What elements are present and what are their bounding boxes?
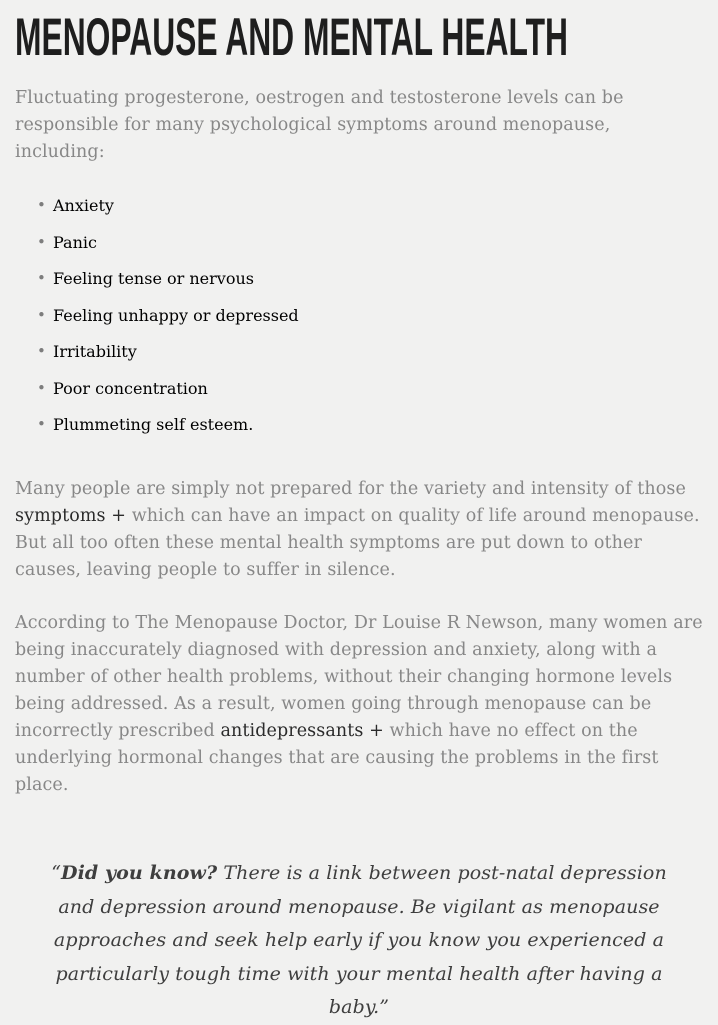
- paragraph-text: which have no effect on the underlying hormonal changes that are causing the problems in the first place.: [15, 721, 659, 796]
- symptom-list: [15, 192, 703, 438]
- paragraph-text: which can have an impact on quality of life around menopause. But all too often these mental health symptoms are put down to other causes, leaving people to suffer in silence.: [15, 506, 700, 581]
- did-you-know-quote: [15, 857, 703, 1025]
- quote-lead: Did you know?: [61, 862, 218, 885]
- doctor-paragraph: [15, 610, 703, 799]
- page-title: MENOPAUSE AND MENTAL HEALTH: [15, 8, 568, 67]
- symptoms-glossary-link[interactable]: symptoms +: [15, 506, 127, 527]
- symptoms-paragraph: [15, 476, 703, 584]
- list-item: • Panic: [37, 229, 703, 256]
- list-item: • Feeling tense or nervous: [37, 265, 703, 292]
- intro-paragraph: Fluctuating progesterone, oestrogen and testosterone levels can be responsible for many psychological symptoms around menopause, including:: [15, 88, 624, 163]
- list-item: • Plummeting self esteem.: [37, 411, 703, 438]
- list-item: • Anxiety: [37, 192, 703, 219]
- paragraph-text: According to The Menopause Doctor, Dr Louise R Newson, many women are being inaccurately diagnosed with depression and anxiety, along with a number of other health problems, without their changing hormone levels being addressed. As a result, women going through menopause can be incorrectly prescribed: [15, 613, 703, 742]
- paragraph-text: Many people are simply not prepared for the variety and intensity of those: [15, 479, 686, 500]
- list-item: • Poor concentration: [37, 375, 703, 402]
- list-item: • Irritability: [37, 338, 703, 365]
- quote-text: There is a link between post-natal depression and depression around menopause. Be vigilant as menopause approaches and seek help early if you know you experienced a particularly tough time with your mental health after having a baby.”: [53, 862, 667, 1019]
- antidepressants-glossary-link[interactable]: antidepressants +: [220, 721, 384, 742]
- quote-open-mark: “: [51, 862, 62, 885]
- list-item: • Feeling unhappy or depressed: [37, 302, 703, 329]
